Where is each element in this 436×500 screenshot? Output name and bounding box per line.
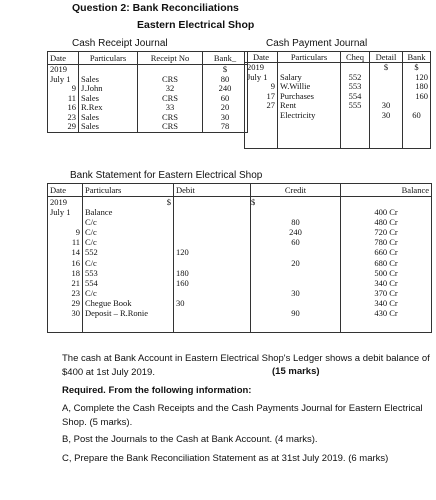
cell-cheq: 554	[341, 92, 370, 102]
cell-credit	[251, 207, 341, 217]
cell-particulars: R.Rex	[79, 103, 138, 113]
cell-cheq	[341, 111, 370, 121]
table-header-row	[48, 184, 432, 197]
column-header: Particulars	[79, 52, 138, 65]
cell-detail	[370, 82, 403, 92]
cell-bank: 60	[203, 94, 248, 104]
cell-balance: 780 Cr	[341, 237, 432, 247]
cell-particulars: Electricity	[278, 111, 341, 121]
cell-date	[48, 217, 83, 227]
cell-cheq	[341, 63, 370, 73]
cell-particulars	[79, 65, 138, 75]
cell-particulars: C/c	[83, 288, 174, 298]
cell-balance: 340 Cr	[341, 298, 432, 308]
marks-label: (15 marks)	[272, 366, 320, 377]
column-header: Detail	[370, 52, 403, 63]
cell-particulars: C/c	[83, 217, 174, 227]
cell-particulars: 554	[83, 278, 174, 288]
cell-particulars: Salary	[278, 73, 341, 83]
shop-title: Eastern Electrical Shop	[137, 19, 255, 31]
task-c: C, Prepare the Bank Reconciliation Statement as at 31st July 2019. (6 marks)	[62, 453, 389, 464]
table-header-row	[245, 52, 431, 63]
cell-balance	[341, 197, 432, 208]
cell-bank: 160	[403, 92, 431, 102]
table-header-row	[48, 52, 248, 65]
cell-date: 29	[71, 297, 80, 308]
cell-receipt-no	[138, 65, 203, 75]
cell-date: 9	[270, 81, 275, 91]
cell-date: July 1	[50, 73, 71, 84]
cell-cheq: 552	[341, 73, 370, 83]
cell-receipt-no: CRS	[138, 75, 203, 85]
column-header: Bank	[403, 52, 431, 63]
cell-particulars: Sales	[79, 122, 138, 132]
cell-date: July 1	[247, 71, 268, 82]
cell-particulars: $	[83, 197, 174, 208]
cell-debit: 30	[174, 298, 251, 308]
cell-balance: 400 Cr	[341, 207, 432, 217]
bank-statement-table	[47, 183, 432, 333]
cell-debit	[174, 237, 251, 247]
cell-date: 9	[71, 83, 76, 93]
cell-debit	[174, 217, 251, 227]
table-row	[48, 298, 432, 308]
cell-credit	[251, 268, 341, 278]
table-row	[48, 268, 432, 278]
cell-particulars: Deposit – R.Ronie	[83, 308, 174, 318]
cell-debit: 120	[174, 247, 251, 257]
cell-detail: 30	[370, 101, 403, 111]
cell-bank: 120	[403, 73, 431, 83]
table-row	[48, 84, 248, 94]
cell-particulars: Balance	[83, 207, 174, 217]
cell-credit	[251, 247, 341, 257]
cell-detail: 30	[370, 111, 403, 121]
cell-debit	[174, 308, 251, 318]
cell-date: 27	[266, 100, 275, 110]
column-header: Date	[48, 52, 79, 65]
cell-credit: $	[251, 197, 341, 208]
table-row	[48, 237, 432, 247]
cell-particulars: Rent	[278, 101, 341, 111]
cell-particulars: W.Willie	[278, 82, 341, 92]
cell-cheq: 555	[341, 101, 370, 111]
cell-credit	[251, 278, 341, 288]
table-row	[48, 65, 248, 75]
cell-date: 16	[71, 257, 80, 268]
cell-cheq: 553	[341, 82, 370, 92]
cell-credit: 30	[251, 288, 341, 298]
column-header: Particulars	[83, 184, 174, 197]
cell-receipt-no: CRS	[138, 113, 203, 123]
task-a: A, Complete the Cash Receipts and the Cash Payments Journal for Eastern Electrical Shop. (5 marks).	[62, 403, 423, 428]
cell-date: 16	[67, 102, 76, 112]
cell-date: 14	[71, 247, 80, 258]
cell-particulars: Chegue Book	[83, 298, 174, 308]
cell-debit	[174, 227, 251, 237]
table-row	[245, 63, 431, 73]
cell-debit	[174, 288, 251, 298]
cell-particulars: Sales	[79, 94, 138, 104]
cell-particulars: 553	[83, 268, 174, 278]
cell-credit	[251, 298, 341, 308]
cell-date: 2019	[50, 197, 67, 207]
cell-particulars: C/c	[83, 227, 174, 237]
table-row	[48, 247, 432, 257]
cell-receipt-no: 32	[138, 84, 203, 94]
cell-credit: 60	[251, 237, 341, 247]
column-header: Cheq	[341, 52, 370, 63]
cell-balance: 500 Cr	[341, 268, 432, 278]
cell-date: 30	[71, 308, 80, 319]
question-title: Question 2: Bank Reconciliations	[72, 2, 239, 14]
cell-bank: 78	[203, 122, 248, 132]
cell-debit: 180	[174, 268, 251, 278]
cell-date: 9	[75, 227, 80, 238]
cell-debit	[174, 258, 251, 268]
column-header: Particulars	[278, 52, 341, 63]
cell-detail: $	[370, 63, 403, 73]
cash-receipt-table	[47, 51, 248, 133]
column-header: Balance	[341, 184, 432, 197]
cash-receipt-title: Cash Receipt Journal	[72, 38, 168, 49]
cell-balance: 370 Cr	[341, 288, 432, 298]
cell-receipt-no: CRS	[138, 94, 203, 104]
cell-date: 2019	[247, 62, 264, 72]
cell-date: 11	[67, 92, 76, 103]
cell-credit: 240	[251, 227, 341, 237]
cell-particulars: C/c	[83, 258, 174, 268]
cell-debit	[174, 207, 251, 217]
cell-date: 17	[266, 90, 275, 101]
column-header: Receipt No	[138, 52, 203, 65]
cell-particulars: C/c	[83, 237, 174, 247]
cell-balance: 430 Cr	[341, 308, 432, 318]
cash-payment-table	[244, 51, 431, 149]
cell-detail	[370, 73, 403, 83]
table-row	[48, 75, 248, 85]
cell-date: 18	[71, 267, 80, 278]
cell-bank: 60	[403, 111, 431, 121]
cell-balance: 660 Cr	[341, 247, 432, 257]
table-row	[48, 207, 432, 217]
cell-balance: 680 Cr	[341, 258, 432, 268]
table-row	[48, 103, 248, 113]
column-header: Bank_	[203, 52, 248, 65]
table-row	[245, 101, 431, 111]
cell-bank: 180	[403, 82, 431, 92]
column-header: Date	[245, 52, 278, 63]
table-row	[48, 122, 248, 132]
cash-payment-title: Cash Payment Journal	[266, 38, 368, 49]
table-row	[48, 278, 432, 288]
cell-bank: $	[203, 65, 248, 75]
cell-bank: 80	[203, 75, 248, 85]
cell-credit: 80	[251, 217, 341, 227]
cell-particulars: 552	[83, 247, 174, 257]
table-row	[48, 288, 432, 298]
cell-balance: 480 Cr	[341, 217, 432, 227]
cell-particulars: Purchases	[278, 92, 341, 102]
cell-balance: 340 Cr	[341, 278, 432, 288]
table-row	[48, 113, 248, 123]
cell-debit: 160	[174, 278, 251, 288]
cell-date: 29	[67, 121, 76, 131]
column-header: Date	[48, 184, 83, 197]
cell-bank: $	[403, 63, 431, 73]
cell-receipt-no: 33	[138, 103, 203, 113]
cell-date: 23	[71, 287, 80, 298]
table-row	[48, 94, 248, 104]
cell-bank: 240	[203, 84, 248, 94]
cell-balance: 720 Cr	[341, 227, 432, 237]
cell-credit: 20	[251, 258, 341, 268]
cell-particulars: Sales	[79, 113, 138, 123]
cell-particulars: J.John	[79, 84, 138, 94]
cell-particulars: Sales	[79, 75, 138, 85]
table-row	[48, 318, 432, 333]
bank-statement-title: Bank Statement for Eastern Electrical Shop	[70, 170, 263, 181]
cell-date: 23	[67, 111, 76, 122]
cell-date	[245, 111, 278, 121]
table-row	[48, 217, 432, 227]
instruction-paragraph: The cash at Bank Account in Eastern Electrical Shop's Ledger shows a debit balance of $400 at 1st July 2019.	[62, 353, 430, 378]
cell-credit: 90	[251, 308, 341, 318]
task-b: B, Post the Journals to the Cash at Bank Account. (4 marks).	[62, 434, 318, 445]
cell-bank: 30	[203, 113, 248, 123]
table-row	[48, 197, 432, 208]
cell-particulars	[278, 63, 341, 73]
table-row	[48, 227, 432, 237]
required-heading: Required. From the following information:	[62, 385, 252, 396]
cell-bank: 20	[203, 103, 248, 113]
cell-date: July 1	[50, 207, 71, 218]
table-row	[245, 120, 431, 149]
cell-date: 11	[71, 237, 80, 248]
cell-receipt-no: CRS	[138, 122, 203, 132]
column-header: Credit	[251, 184, 341, 197]
table-row	[245, 111, 431, 121]
table-row	[48, 258, 432, 268]
column-header: Debit	[174, 184, 251, 197]
table-row	[48, 308, 432, 318]
cell-date: 21	[71, 277, 80, 288]
cell-date: 2019	[50, 64, 67, 74]
cell-debit	[174, 197, 251, 208]
